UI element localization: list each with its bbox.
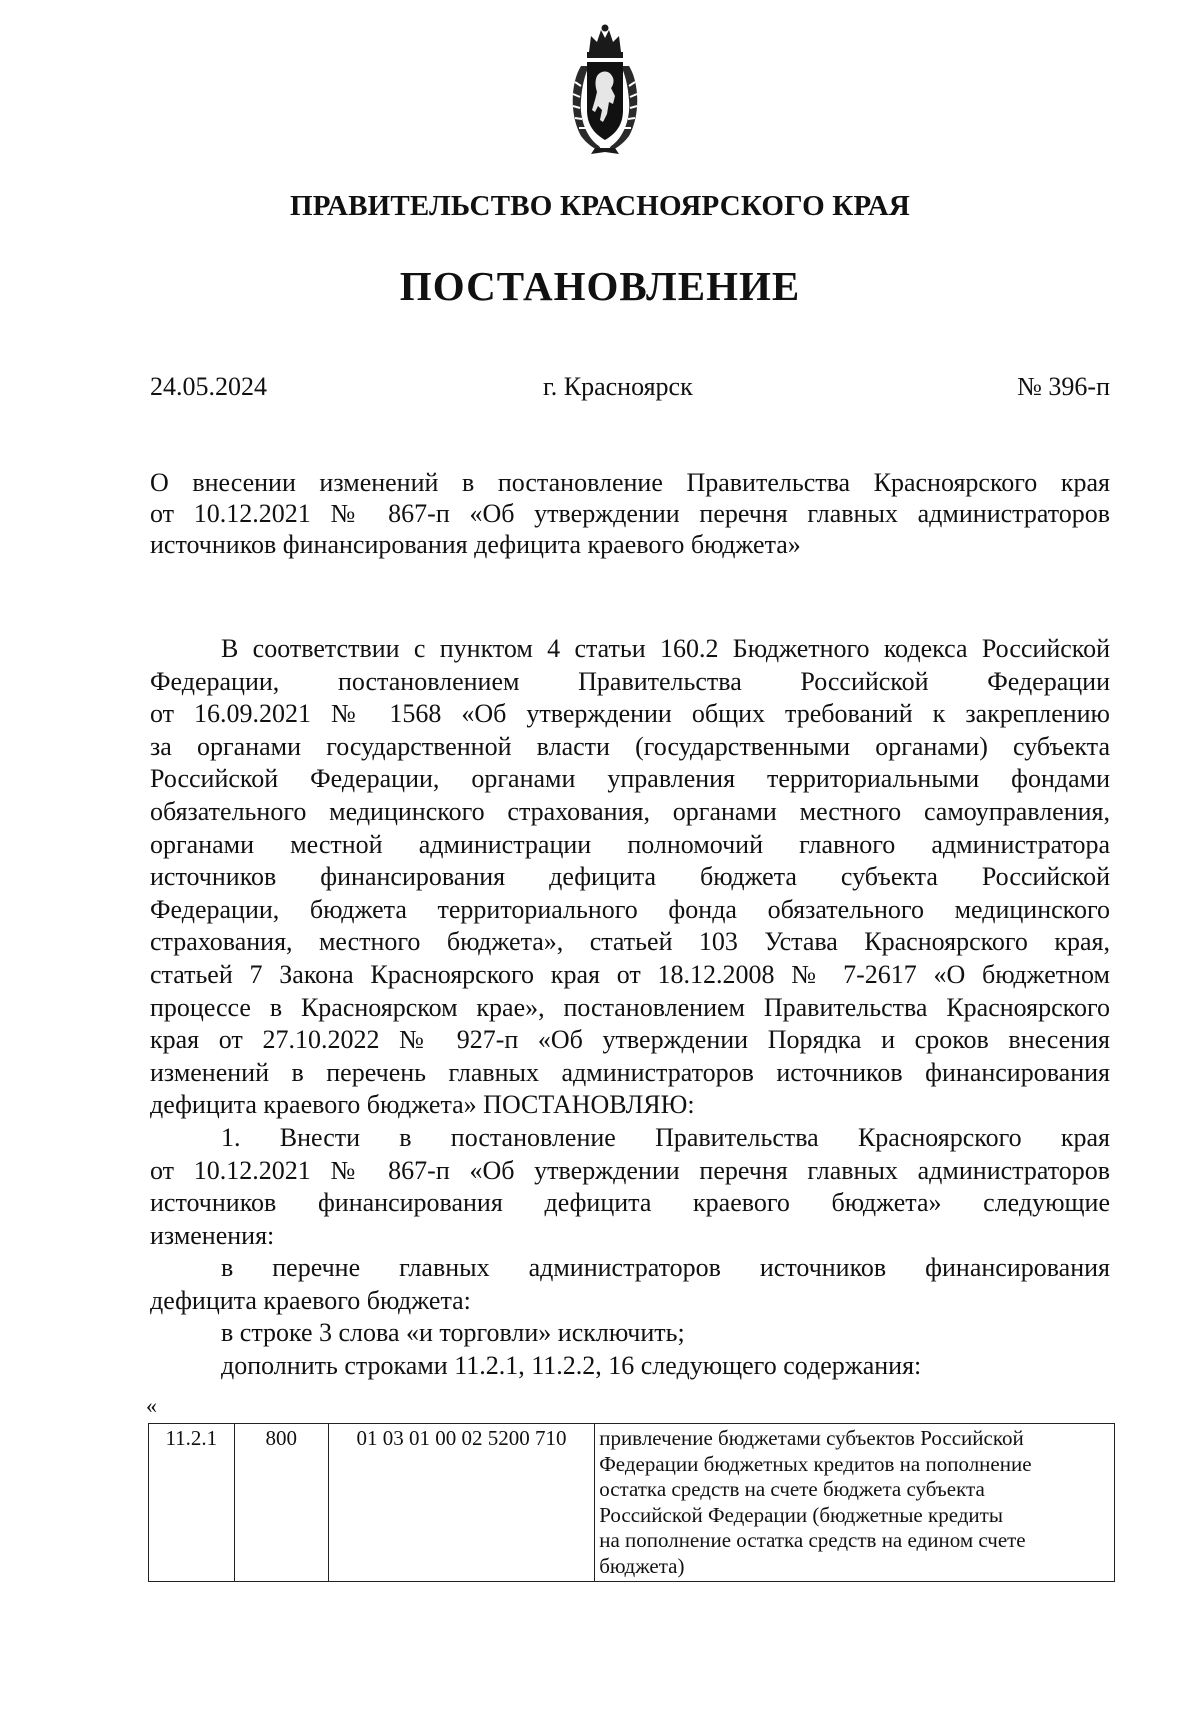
body-line: источников финансирования дефицита бюджета субъекта Российской <box>150 862 1110 892</box>
budget-code-cell: 01 03 01 00 02 5200 710 <box>328 1424 594 1582</box>
body-line: органами местной администрации полномочий главного администратора <box>150 829 1110 859</box>
body-line: 1. Внести в постановление Правительства Красноярского края <box>221 1122 1110 1152</box>
document-body <box>150 633 1110 1383</box>
body-line: дефицита краевого бюджета» ПОСТАНОВЛЯЮ: <box>150 1090 695 1120</box>
subject-line: от 10.12.2021 № 867-п «Об утверждении перечня главных администраторов <box>150 499 1110 528</box>
body-line: В соответствии с пунктом 4 статьи 160.2 Бюджетного кодекса Российской <box>221 634 1110 663</box>
document-date: 24.05.2024 <box>150 372 267 401</box>
inserted-rows-table <box>148 1423 1115 1582</box>
body-line: дополнить строками 11.2.1, 11.2.2, 16 следующего содержания: <box>221 1351 922 1381</box>
document-meta <box>150 372 1110 408</box>
description-line: бюджета) <box>599 1553 685 1578</box>
body-line: статьей 7 Закона Красноярского края от 18.12.2008 № 7-2617 «О бюджетном <box>150 959 1110 989</box>
body-line: дефицита краевого бюджета: <box>150 1285 471 1315</box>
admin-code-cell: 800 <box>234 1424 328 1582</box>
body-line: края от 27.10.2022 № 927-п «Об утверждении Порядка и сроков внесения <box>150 1025 1110 1055</box>
organization-name: ПРАВИТЕЛЬСТВО КРАСНОЯРСКОГО КРАЯ <box>289 190 911 222</box>
table-row <box>149 1424 1115 1582</box>
document-number: № 396-п <box>1017 372 1110 401</box>
description-line: Федерации бюджетных кредитов на пополнение <box>599 1451 1032 1476</box>
body-line: от 10.12.2021 № 867-п «Об утверждении перечня главных администраторов <box>150 1155 1110 1185</box>
body-line: в строке 3 слова «и торговли» исключить; <box>221 1318 685 1348</box>
description-cell <box>595 1424 1115 1582</box>
document-subject <box>150 467 1110 560</box>
body-line: обязательного медицинского страхования, органами местного самоуправления, <box>150 796 1110 826</box>
body-line: источников финансирования дефицита краевого бюджета» следующие <box>150 1188 1110 1218</box>
body-line: Российской Федерации, органами управления территориальными фондами <box>150 764 1110 794</box>
body-line: страхования, местного бюджета», статьей 103 Устава Красноярского края, <box>150 927 1110 957</box>
body-line: от 16.09.2021 № 1568 «Об утверждении общих требований к закреплению <box>150 699 1110 729</box>
body-line: за органами государственной власти (государственными органами) субъекта <box>150 731 1110 761</box>
body-line: процессе в Красноярском крае», постановлением Правительства Красноярского <box>150 992 1110 1022</box>
description-line: привлечение бюджетами субъектов Российской <box>599 1426 1024 1450</box>
description-line: Российской Федерации (бюджетные кредиты <box>599 1502 1003 1527</box>
coat-of-arms-icon <box>567 22 643 158</box>
opening-quote-mark: « <box>146 1393 157 1418</box>
subject-line: О внесении изменений в постановление Правительства Красноярского края <box>150 468 1110 497</box>
body-line: в перечне главных администраторов источников финансирования <box>221 1253 1110 1283</box>
description-line: на пополнение остатка средств на едином счете <box>599 1528 1026 1552</box>
body-line: Федерации, бюджета территориального фонда обязательного медицинского <box>150 894 1110 924</box>
document-type-title: ПОСТАНОВЛЕНИЕ <box>399 263 801 309</box>
body-line: изменений в перечень главных администраторов источников финансирования <box>150 1057 1110 1087</box>
description-line: остатка средств на счете бюджета субъекта <box>599 1477 985 1501</box>
row-number-cell: 11.2.1 <box>149 1424 235 1582</box>
body-line: изменения: <box>150 1220 275 1250</box>
subject-line: источников финансирования дефицита краевого бюджета» <box>150 530 801 559</box>
document-city: г. Красноярск <box>543 372 693 401</box>
body-line: Федерации, постановлением Правительства Российской Федерации <box>150 666 1110 696</box>
